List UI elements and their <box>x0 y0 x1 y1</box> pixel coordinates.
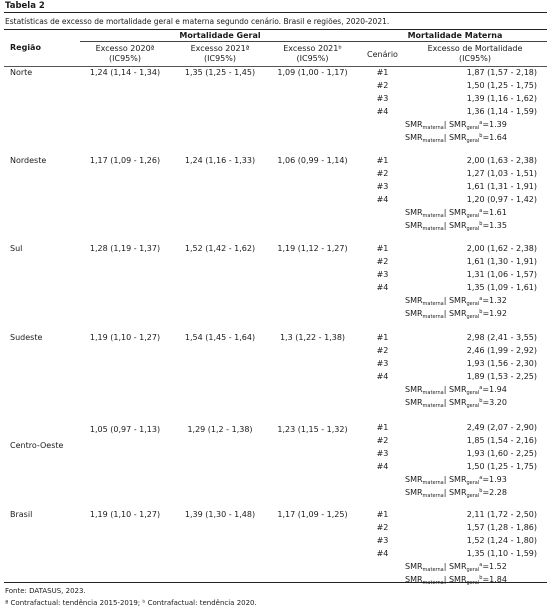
smr-bar: | SMR <box>443 384 467 394</box>
smr-bar: | SMR <box>443 487 467 497</box>
cenario-value: 1,85 (1,54 - 2,16) <box>466 435 537 445</box>
smr-sub-materna: materna <box>422 225 444 232</box>
cenario-value: 1,31 (1,06 - 1,57) <box>466 269 537 279</box>
footer-source: Fonte: DATASUS, 2023. <box>5 587 86 595</box>
smr-main: SMR <box>405 119 423 129</box>
header-excesso-2021b: Excesso 2021ᵇ <box>283 44 342 53</box>
header-excesso-2020: Excesso 2020ª <box>95 44 155 53</box>
title-rule <box>4 12 547 13</box>
cenario-label: #1 <box>376 156 389 165</box>
smr-value: 1.39 <box>489 119 507 129</box>
smr-sub-geral: geral <box>466 212 480 219</box>
smr-sub-materna: materna <box>422 566 444 573</box>
smr-main: SMR <box>405 574 423 584</box>
smr-sup: a <box>479 295 483 302</box>
cenario-value: 1,89 (1,53 - 2,25) <box>466 371 537 381</box>
cenario-value: 1,93 (1,56 - 2,30) <box>466 358 537 368</box>
smr-eq: = <box>482 207 490 217</box>
cell-excesso-2021a: 1,29 (1,2 - 1,38) <box>187 425 253 434</box>
smr-value: 2.28 <box>489 487 507 497</box>
smr-eq: = <box>482 561 490 571</box>
header-top-rule <box>4 29 547 30</box>
smr-sub-materna: materna <box>422 313 444 320</box>
smr-sub-geral: geral <box>466 225 480 232</box>
smr-main: SMR <box>405 207 423 217</box>
cell-excesso-2020: 1,19 (1,10 - 1,27) <box>89 510 161 519</box>
cenario-label: #4 <box>376 106 389 116</box>
cenario-value: 2,00 (1,63 - 2,38) <box>466 156 537 165</box>
smr-sub-materna: materna <box>422 137 444 144</box>
smr-sup: a <box>479 207 483 214</box>
smr-sub-geral: geral <box>466 313 480 320</box>
header-cenario: Cenário <box>367 50 398 59</box>
smr-bar: | SMR <box>443 119 467 129</box>
cenario-value: 1,20 (0,97 - 1,42) <box>466 194 537 204</box>
cenario-value: 1,61 (1,31 - 1,91) <box>466 181 537 191</box>
smr-eq: = <box>482 132 490 142</box>
cenario-label: #1 <box>376 423 389 432</box>
smr-ratio-a <box>405 475 507 486</box>
smr-sup: b <box>479 487 483 494</box>
smr-main: SMR <box>405 474 423 484</box>
smr-sub-geral: geral <box>466 492 480 499</box>
cell-excesso-2021a: 1,52 (1,42 - 1,62) <box>184 244 256 253</box>
smr-ratio-b <box>405 398 507 409</box>
cenario-value: 2,46 (1,99 - 2,92) <box>466 345 537 355</box>
table-title: Tabela 2 <box>5 1 45 11</box>
cenario-label: #1 <box>376 333 389 342</box>
cenario-label: #2 <box>376 522 389 532</box>
cenario-label: #2 <box>376 168 389 178</box>
smr-bar: | SMR <box>443 207 467 217</box>
cenario-label: #1 <box>376 244 389 253</box>
cenario-value: 1,35 (1,09 - 1,61) <box>466 282 537 292</box>
smr-sub-geral: geral <box>466 579 480 586</box>
header-mortalidade-geral: Mortalidade Geral <box>179 31 261 40</box>
table-caption: Estatísticas de excesso de mortalidade geral e materna segundo cenário. Brasil e regiões, 2020-2021. <box>5 17 390 26</box>
cell-excesso-2021b: 1,3 (1,22 - 1,38) <box>279 333 346 342</box>
smr-eq: = <box>482 119 490 129</box>
cenario-value: 1,50 (1,25 - 1,75) <box>466 461 537 471</box>
smr-value: 3.20 <box>489 397 507 407</box>
smr-bar: | SMR <box>443 474 467 484</box>
smr-main: SMR <box>405 384 423 394</box>
smr-sub-materna: materna <box>422 300 444 307</box>
smr-eq: = <box>482 384 490 394</box>
smr-sub-materna: materna <box>422 124 444 131</box>
cenario-label: #3 <box>376 269 389 279</box>
header-ic-materna: (IC95%) <box>459 54 491 63</box>
smr-bar: | SMR <box>443 397 467 407</box>
smr-value: 1.61 <box>489 207 507 217</box>
smr-ratio-b <box>405 133 507 144</box>
region-name: Brasil <box>10 510 33 519</box>
cenario-label: #2 <box>376 345 389 355</box>
cenario-value: 1,61 (1,30 - 1,91) <box>466 256 537 266</box>
smr-main: SMR <box>405 132 423 142</box>
smr-sub-materna: materna <box>422 479 444 486</box>
header-excesso-2021a: Excesso 2021ª <box>190 44 250 53</box>
cell-excesso-2021b: 1,09 (1,00 - 1,17) <box>277 68 348 77</box>
smr-sup: b <box>479 220 483 227</box>
header-ic-2020: (IC95%) <box>109 54 141 63</box>
cenario-label: #4 <box>376 548 389 558</box>
smr-sup: a <box>479 561 483 568</box>
smr-sub-materna: materna <box>422 492 444 499</box>
smr-eq: = <box>482 308 490 318</box>
cenario-label: #4 <box>376 461 389 471</box>
smr-main: SMR <box>405 295 423 305</box>
cell-excesso-2020: 1,05 (0,97 - 1,13) <box>89 425 161 434</box>
cenario-value: 2,49 (2,07 - 2,90) <box>466 423 537 432</box>
header-excesso-mortalidade: Excesso de Mortalidade <box>427 44 523 53</box>
smr-sub-materna: materna <box>422 402 444 409</box>
smr-bar: | SMR <box>443 308 467 318</box>
cell-excesso-2020: 1,19 (1,10 - 1,27) <box>89 333 161 342</box>
smr-main: SMR <box>405 487 423 497</box>
cenario-label: #3 <box>376 93 389 103</box>
region-name: Sul <box>10 244 23 253</box>
cenario-label: #2 <box>376 80 389 90</box>
cenario-label: #4 <box>376 371 389 381</box>
cell-excesso-2021a: 1,35 (1,25 - 1,45) <box>184 68 256 77</box>
smr-sub-geral: geral <box>466 389 480 396</box>
cell-excesso-2021b: 1,06 (0,99 - 1,14) <box>277 156 348 165</box>
smr-sub-geral: geral <box>466 300 480 307</box>
cenario-label: #3 <box>376 448 389 458</box>
smr-value: 1.35 <box>489 220 507 230</box>
cell-excesso-2021a: 1,24 (1,16 - 1,33) <box>184 156 256 165</box>
smr-sup: b <box>479 308 483 315</box>
smr-sup: a <box>479 474 483 481</box>
smr-sup: b <box>479 397 483 404</box>
cell-excesso-2020: 1,28 (1,19 - 1,37) <box>89 244 161 253</box>
smr-main: SMR <box>405 561 423 571</box>
smr-bar: | SMR <box>443 561 467 571</box>
smr-bar: | SMR <box>443 295 467 305</box>
smr-ratio-b <box>405 221 507 232</box>
smr-sup: b <box>479 574 483 581</box>
smr-eq: = <box>482 220 490 230</box>
smr-bar: | SMR <box>443 574 467 584</box>
cenario-value: 1,35 (1,10 - 1,59) <box>466 548 537 558</box>
smr-eq: = <box>482 397 490 407</box>
smr-sub-materna: materna <box>422 389 444 396</box>
cenario-label: #4 <box>376 194 389 204</box>
smr-ratio-a <box>405 562 507 573</box>
cenario-value: 1,27 (1,03 - 1,51) <box>466 168 537 178</box>
smr-ratio-b <box>405 488 507 499</box>
cenario-label: #4 <box>376 282 389 292</box>
cell-excesso-2021a: 1,39 (1,30 - 1,48) <box>184 510 256 519</box>
smr-value: 1.84 <box>489 574 507 584</box>
footer-note: ª Contrafactual: tendência 2015-2019; ᵇ Contrafactual: tendência 2020. <box>5 599 257 607</box>
cenario-label: #2 <box>376 435 389 445</box>
cell-excesso-2020: 1,17 (1,09 - 1,26) <box>89 156 161 165</box>
cenario-value: 1,50 (1,25 - 1,75) <box>466 80 537 90</box>
smr-sub-geral: geral <box>466 479 480 486</box>
header-group-rule <box>80 41 547 42</box>
header-region: Região <box>10 43 41 52</box>
cell-excesso-2021a: 1,54 (1,45 - 1,64) <box>184 333 256 342</box>
cenario-value: 1,57 (1,28 - 1,86) <box>466 522 537 532</box>
cell-excesso-2021b: 1,19 (1,12 - 1,27) <box>277 244 348 253</box>
cell-excesso-2020: 1,24 (1,14 - 1,34) <box>89 68 161 77</box>
smr-eq: = <box>482 474 490 484</box>
cenario-value: 2,98 (2,41 - 3,55) <box>466 333 537 342</box>
smr-sup: a <box>479 384 483 391</box>
smr-sub-geral: geral <box>466 124 480 131</box>
smr-ratio-a <box>405 120 507 131</box>
smr-eq: = <box>482 295 490 305</box>
region-name: Sudeste <box>10 333 43 342</box>
smr-ratio-b <box>405 309 507 320</box>
smr-sub-materna: materna <box>422 579 444 586</box>
smr-ratio-a <box>405 385 507 396</box>
header-bottom-rule <box>4 66 547 67</box>
cenario-value: 2,00 (1,62 - 2,38) <box>466 244 537 253</box>
cenario-value: 1,52 (1,24 - 1,80) <box>466 535 537 545</box>
cenario-value: 2,11 (1,72 - 2,50) <box>466 510 537 519</box>
smr-ratio-b <box>405 575 507 586</box>
smr-eq: = <box>482 487 490 497</box>
region-name: Norte <box>10 68 33 77</box>
cell-excesso-2021b: 1,17 (1,09 - 1,25) <box>277 510 348 519</box>
cenario-label: #2 <box>376 256 389 266</box>
smr-value: 1.52 <box>489 561 507 571</box>
smr-bar: | SMR <box>443 220 467 230</box>
smr-sub-materna: materna <box>422 212 444 219</box>
smr-ratio-a <box>405 296 507 307</box>
cenario-value: 1,87 (1,57 - 2,18) <box>466 68 537 77</box>
smr-value: 1.92 <box>489 308 507 318</box>
smr-sup: a <box>479 119 483 126</box>
smr-sup: b <box>479 132 483 139</box>
smr-sub-geral: geral <box>466 402 480 409</box>
cenario-label: #3 <box>376 535 389 545</box>
smr-value: 1.64 <box>489 132 507 142</box>
smr-value: 1.93 <box>489 474 507 484</box>
header-mortalidade-materna: Mortalidade Materna <box>407 31 503 40</box>
smr-bar: | SMR <box>443 132 467 142</box>
smr-sub-geral: geral <box>466 566 480 573</box>
cenario-label: #1 <box>376 68 389 77</box>
cenario-value: 1,36 (1,14 - 1,59) <box>466 106 537 116</box>
cenario-value: 1,93 (1,60 - 2,25) <box>466 448 537 458</box>
table-bottom-rule <box>4 582 547 583</box>
smr-main: SMR <box>405 220 423 230</box>
smr-eq: = <box>482 574 490 584</box>
header-ic-2021b: (IC95%) <box>296 54 329 63</box>
cell-excesso-2021b: 1,23 (1,15 - 1,32) <box>277 425 348 434</box>
smr-main: SMR <box>405 397 423 407</box>
header-ic-2021a: (IC95%) <box>204 54 236 63</box>
smr-ratio-a <box>405 208 507 219</box>
cenario-label: #1 <box>376 510 389 519</box>
cenario-label: #3 <box>376 358 389 368</box>
smr-value: 1.32 <box>489 295 507 305</box>
region-name: Centro-Oeste <box>10 441 64 450</box>
smr-sub-geral: geral <box>466 137 480 144</box>
smr-value: 1.94 <box>489 384 507 394</box>
cenario-label: #3 <box>376 181 389 191</box>
smr-main: SMR <box>405 308 423 318</box>
region-name: Nordeste <box>10 156 47 165</box>
cenario-value: 1,39 (1,16 - 1,62) <box>466 93 537 103</box>
